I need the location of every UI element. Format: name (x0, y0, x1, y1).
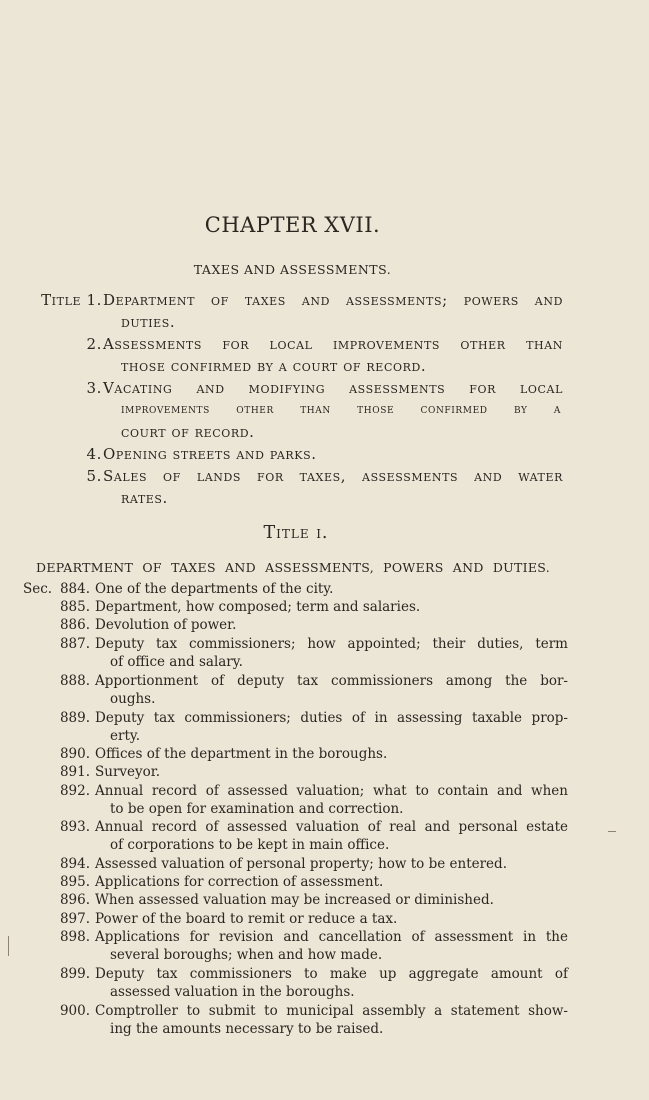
toc-item-continuation (0, 401, 649, 423)
section-number: 896. (59, 892, 90, 908)
section-number: 900. (59, 1003, 90, 1019)
section-number: 899. (59, 966, 90, 982)
scan-mark (608, 831, 616, 832)
toc-line: rates. (121, 489, 168, 507)
section-line: Offices of the department in the boroughs. (95, 746, 388, 762)
section-line: Surveyor. (95, 764, 161, 780)
section-number: 898. (59, 929, 90, 945)
section-group-heading: DEPARTMENT OF TAXES AND ASSESSMENTS, POWERS AND DUTIES. (36, 560, 550, 575)
section-number: 891. (59, 764, 90, 780)
section-line: Annual record of assessed valuation of real and personal estate (95, 819, 568, 835)
section-line: Department, how composed; term and salaries. (95, 599, 421, 615)
section-line: Comptroller to submit to municipal assembly a statement show- (95, 1003, 568, 1019)
section-number: 892. (59, 783, 90, 799)
sec-prefix: Sec. (23, 581, 53, 597)
toc-item (0, 467, 649, 489)
toc-line: duties. (121, 313, 176, 331)
section-number: 890. (59, 746, 90, 762)
toc-line: Assessments for local improvements other than (103, 335, 563, 353)
section-line: Applications for revision and cancellation of assessment in the (95, 929, 568, 945)
section-number: 886. (59, 617, 90, 633)
toc-number: 1. (86, 291, 102, 309)
toc-item (0, 445, 649, 467)
title-heading: Title i. (263, 523, 329, 543)
section-line: Annual record of assessed valuation; what to contain and when (95, 783, 568, 799)
section-line: Deputy tax commissioners to make up aggregate amount of (95, 966, 568, 982)
toc-item-continuation (0, 423, 649, 445)
toc-line: those confirmed by a court of record. (121, 357, 427, 375)
section-line: to be open for examination and correction. (110, 801, 404, 817)
toc-item-continuation (0, 489, 649, 511)
toc-title-label (22, 291, 102, 309)
toc-line: Department of taxes and assessments; powers and (103, 291, 563, 309)
section-line: of corporations to be kept in main office. (110, 837, 390, 853)
section-line: One of the departments of the city. (95, 581, 334, 597)
section-number: 888. (59, 673, 90, 689)
toc-number: 5. (86, 467, 102, 485)
toc-item-continuation (0, 313, 649, 335)
toc-number: 4. (86, 445, 102, 463)
section-line: Assessed valuation of personal property; how to be entered. (95, 856, 507, 872)
toc-item-continuation (0, 357, 649, 379)
toc-item (0, 379, 649, 401)
section-line: several boroughs; when and how made. (110, 947, 383, 963)
section-number: 885. (59, 599, 90, 615)
toc-line: Opening streets and parks. (103, 445, 317, 463)
section-number: 884. (59, 581, 90, 597)
toc-line: court of record. (121, 423, 255, 441)
section-line: Applications for correction of assessment. (95, 874, 384, 890)
section-line: Power of the board to remit or reduce a tax. (95, 911, 398, 927)
toc-line: improvements other than those confirmed by a (121, 401, 561, 417)
section-line: Devolution of power. (95, 617, 237, 633)
section-number: 889. (59, 710, 90, 726)
chapter-heading: CHAPTER XVII. (204, 213, 381, 237)
toc-line: Vacating and modifying assessments for local (103, 379, 563, 397)
section-line: Apportionment of deputy tax commissioners among the bor- (95, 673, 568, 689)
toc-prefix-word: Title (41, 291, 82, 309)
section-line: ing the amounts necessary to be raised. (110, 1021, 384, 1037)
section-number: 887. (59, 636, 90, 652)
toc-line: Sales of lands for taxes, assessments and water (103, 467, 563, 485)
scan-mark (8, 936, 9, 956)
toc-item (0, 335, 649, 357)
toc-item (0, 291, 649, 313)
section-line: Deputy tax commissioners; how appointed; their duties, term (95, 636, 568, 652)
section-line: erty. (110, 728, 140, 744)
toc-number: 3. (86, 379, 102, 397)
section-line: Deputy tax commissioners; duties of in assessing taxable prop- (95, 710, 568, 726)
section-line: of office and salary. (110, 654, 243, 670)
section-number: 894. (59, 856, 90, 872)
section-line: oughs. (110, 691, 156, 707)
section-line: assessed valuation in the boroughs. (110, 984, 355, 1000)
section-number: 895. (59, 874, 90, 890)
chapter-subtitle: TAXES AND ASSESSMENTS. (193, 262, 392, 277)
section-number: 897. (59, 911, 90, 927)
section-line: When assessed valuation may be increased or diminished. (95, 892, 494, 908)
toc-number: 2. (86, 335, 102, 353)
section-number: 893. (59, 819, 90, 835)
